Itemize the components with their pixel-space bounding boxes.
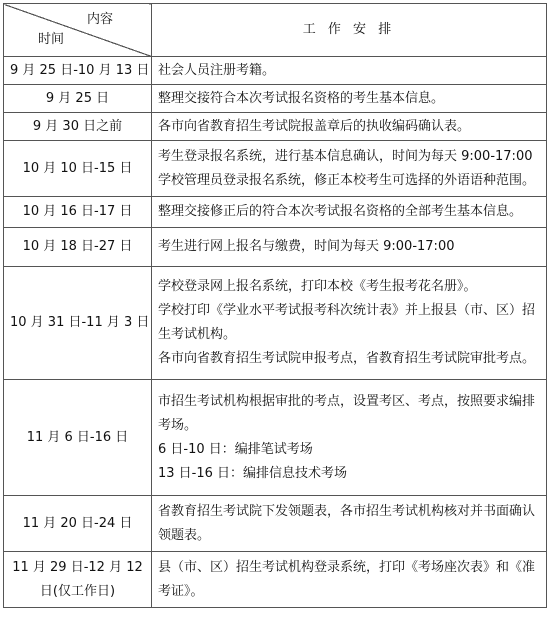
header-time-label: 时间 bbox=[38, 32, 65, 47]
header-row bbox=[4, 4, 547, 57]
task-text: 各市向省教育招生考试院报盖章后的执收编码确认表。 bbox=[158, 118, 471, 134]
task-text: 整理交接符合本次考试报名资格的考生基本信息。 bbox=[158, 90, 445, 106]
time-text: 9 月 30 日之前 bbox=[32, 118, 123, 134]
table-row bbox=[4, 380, 547, 496]
task-cell bbox=[152, 552, 547, 608]
task-text: 省教育招生考试院下发领题表，各市招生考试机构核对并书面确认领题表。 bbox=[158, 503, 536, 543]
time-cell bbox=[4, 552, 152, 608]
table-row bbox=[4, 141, 547, 197]
table-row bbox=[4, 85, 547, 113]
time-text: 11 月 20 日-24 日 bbox=[22, 515, 133, 531]
time-text: 9 月 25 日-10 月 13 日 bbox=[10, 62, 150, 78]
time-cell bbox=[4, 113, 152, 141]
time-cell bbox=[4, 57, 152, 85]
time-text: 10 月 18 日-27 日 bbox=[22, 239, 133, 254]
time-cell bbox=[4, 141, 152, 197]
task-text: 整理交接修正后的符合本次考试报名资格的全部考生基本信息。 bbox=[158, 204, 523, 219]
time-cell bbox=[4, 85, 152, 113]
task-text: 社会人员注册考籍。 bbox=[158, 62, 276, 78]
schedule-table bbox=[3, 3, 547, 608]
task-text: 学校管理员登录报名系统，修正本校考生可选择的外语语种范围。 bbox=[158, 172, 536, 188]
task-cell bbox=[152, 113, 547, 141]
task-cell bbox=[152, 85, 547, 113]
task-text: 市招生考试机构根据审批的考点，设置考区、考点，按照要求编排考场。 bbox=[158, 393, 536, 433]
time-cell bbox=[4, 380, 152, 496]
time-text: 10 月 10 日-15 日 bbox=[22, 160, 133, 176]
time-cell bbox=[4, 267, 152, 380]
time-text: 日(仅工作日) bbox=[39, 583, 116, 599]
task-cell bbox=[152, 496, 547, 552]
table-row bbox=[4, 113, 547, 141]
table-row bbox=[4, 228, 547, 267]
table-row bbox=[4, 57, 547, 85]
table-row bbox=[4, 496, 547, 552]
task-text: 13 日-16 日：编排信息技术考场 bbox=[158, 465, 348, 481]
task-text: 6 日-10 日：编排笔试考场 bbox=[158, 441, 313, 457]
time-text: 11 月 29 日-12 月 12 bbox=[12, 559, 143, 575]
time-cell bbox=[4, 197, 152, 228]
time-text: 10 月 16 日-17 日 bbox=[22, 204, 133, 219]
task-text: 学校打印《学业水平考试报考科次统计表》并上报县（市、区）招生考试机构。 bbox=[158, 303, 536, 342]
task-cell bbox=[152, 228, 547, 267]
header-content-label: 内容 bbox=[86, 12, 113, 27]
task-text: 学校登录网上报名系统，打印本校《考生报考花名册》。 bbox=[158, 279, 477, 294]
time-text: 11 月 6 日-16 日 bbox=[26, 429, 129, 445]
time-text: 9 月 25 日 bbox=[45, 90, 110, 106]
time-text: 10 月 31 日-11 月 3 日 bbox=[10, 315, 150, 330]
task-text: 考生登录报名系统，进行基本信息确认，时间为每天 9:00-17:00 bbox=[158, 148, 533, 164]
table-row bbox=[4, 267, 547, 380]
header-task-label: 工 作 安 排 bbox=[152, 4, 547, 57]
time-cell bbox=[4, 228, 152, 267]
time-cell bbox=[4, 496, 152, 552]
task-text: 县（市、区）招生考试机构登录系统，打印《考场座次表》和《准考证》。 bbox=[158, 559, 536, 599]
header-diagonal-cell bbox=[4, 4, 152, 57]
task-cell bbox=[152, 141, 547, 197]
task-text: 各市向省教育招生考试院申报考点，省教育招生考试院审批考点。 bbox=[158, 351, 536, 366]
task-cell bbox=[152, 267, 547, 380]
task-cell bbox=[152, 57, 547, 85]
task-cell bbox=[152, 380, 547, 496]
table-row bbox=[4, 197, 547, 228]
task-cell bbox=[152, 197, 547, 228]
table-row bbox=[4, 552, 547, 608]
task-text: 考生进行网上报名与缴费，时间为每天 9:00-17:00 bbox=[158, 239, 455, 254]
